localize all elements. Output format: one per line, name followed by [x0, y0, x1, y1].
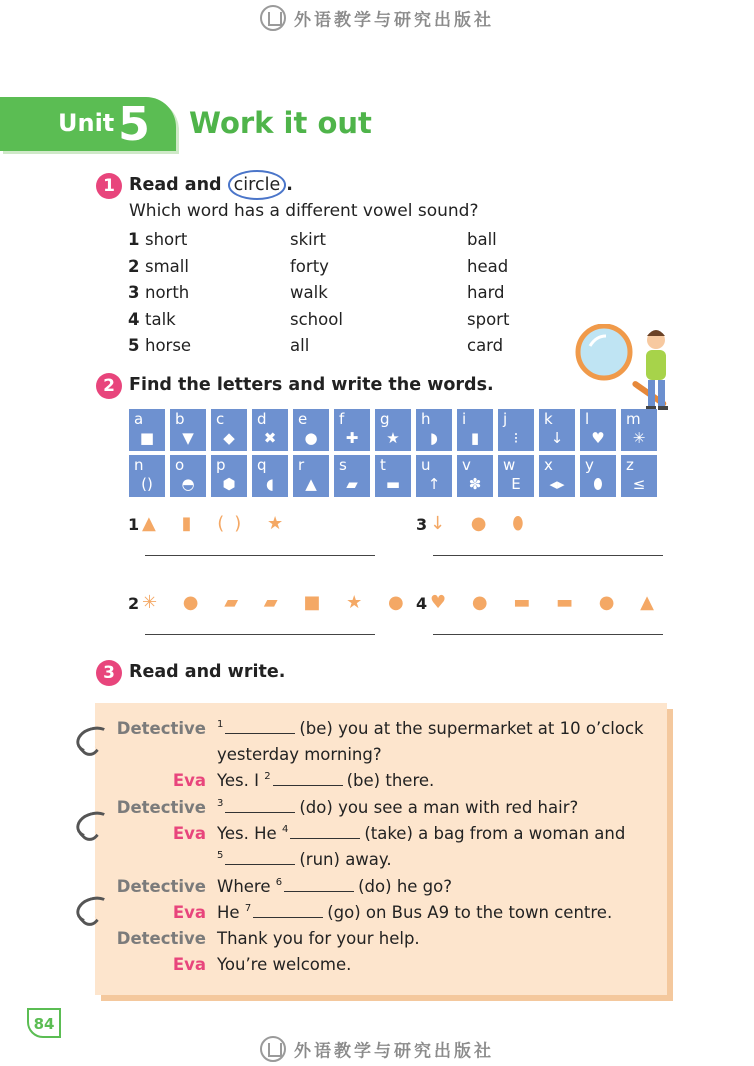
- cipher-cell: x ◂▸: [539, 455, 575, 497]
- publisher-logo-icon: [260, 5, 286, 31]
- answer-line[interactable]: [145, 634, 375, 635]
- word-option[interactable]: north: [145, 283, 190, 302]
- cipher-cell: z ≤: [621, 455, 657, 497]
- cipher-cell: g ★: [375, 409, 411, 451]
- cipher-cell: o ◓: [170, 455, 206, 497]
- answer-blank[interactable]: [284, 878, 354, 892]
- puzzle-symbols: ↓ ● ⬮: [430, 513, 534, 534]
- answer-blank[interactable]: [225, 851, 295, 865]
- dialogue-line: He $^7$ (go) on Bus A9 to the town centre.: [217, 903, 613, 922]
- dialogue-line: $^5$ (run) away.: [217, 850, 392, 869]
- word-option[interactable]: walk: [290, 283, 328, 302]
- answer-line[interactable]: [433, 555, 663, 556]
- cipher-cell: w E: [498, 455, 534, 497]
- exercise-1-title: [129, 174, 293, 196]
- cipher-cell: y ⬮: [580, 455, 616, 497]
- word-option[interactable]: short: [145, 230, 188, 249]
- dialogue-line: You’re welcome.: [217, 955, 352, 974]
- unit-number: 5: [118, 97, 151, 151]
- magnifier-boy-illustration: [574, 324, 684, 414]
- cipher-cell: b ▼: [170, 409, 206, 451]
- publisher-name: 外语教学与研究出版社: [294, 10, 494, 31]
- word-option[interactable]: forty: [290, 256, 329, 276]
- dialogue-line: $^1$ (be) you at the supermarket at 10 o’clock: [217, 719, 644, 738]
- publisher-logo-icon: [260, 1036, 286, 1062]
- cipher-cell: r ▲: [293, 455, 329, 497]
- answer-line[interactable]: [433, 634, 663, 635]
- dialogue-line: Yes. I $^2$ (be) there.: [217, 771, 435, 790]
- publisher-footer: [0, 1036, 754, 1062]
- speaker-eva: Eva: [172, 903, 206, 922]
- puzzle-number: 2: [128, 594, 140, 613]
- cipher-cell: u ↑: [416, 455, 452, 497]
- puzzle-number: 1: [128, 515, 140, 534]
- answer-blank[interactable]: [290, 825, 360, 839]
- puzzle-number: 4: [416, 594, 428, 613]
- word-option[interactable]: card: [467, 336, 504, 355]
- exercise-1-instruction: Which word has a different vowel sound?: [129, 201, 479, 221]
- word-option[interactable]: all: [290, 336, 310, 355]
- exercise-3-title: Read and write.: [129, 662, 286, 682]
- cipher-cell: e ●: [293, 409, 329, 451]
- cipher-cell: l ♥: [580, 409, 616, 451]
- dialogue-line: Yes. He $^4$ (take) a bag from a woman and: [217, 824, 626, 843]
- cipher-cell: a ■: [129, 409, 165, 451]
- dialogue-line: Thank you for your help.: [217, 929, 420, 948]
- puzzle-number: 3: [416, 515, 428, 534]
- answer-blank[interactable]: [253, 904, 323, 918]
- puzzle-symbols: ✳ ● ▰ ▰ ■ ★ ●: [142, 592, 414, 613]
- speaker-detective: Detective: [116, 719, 206, 738]
- word-option[interactable]: ball: [467, 230, 497, 249]
- cipher-cell: c ◆: [211, 409, 247, 451]
- speaker-eva: Eva: [172, 824, 206, 843]
- answer-blank[interactable]: [273, 772, 343, 786]
- speaker-eva: Eva: [172, 955, 206, 974]
- unit-title: Work it out: [189, 106, 372, 140]
- circled-word: circle: [228, 170, 287, 200]
- row-number: 5: [128, 336, 140, 355]
- dialogue-line: Where $^6$ (do) he go?: [217, 877, 452, 896]
- row-number: 1: [128, 230, 140, 249]
- title-period: .: [286, 175, 293, 195]
- answer-blank[interactable]: [225, 720, 295, 734]
- page-number: 84: [27, 1008, 61, 1038]
- word-option[interactable]: small: [145, 256, 189, 276]
- puzzle-symbols: ♥ ● ▬ ▬ ● ▲: [430, 592, 665, 613]
- answer-line[interactable]: [145, 555, 375, 556]
- word-option[interactable]: horse: [145, 336, 192, 355]
- exercise-2-number: 2: [96, 373, 122, 399]
- cipher-cell: f ✚: [334, 409, 370, 451]
- puzzle-symbols: ▲ ▮ () ★: [142, 513, 294, 534]
- cipher-cell: t ▬: [375, 455, 411, 497]
- cipher-cell: i ▮: [457, 409, 493, 451]
- speaker-detective: Detective: [116, 877, 206, 896]
- cipher-cell: d ✖: [252, 409, 288, 451]
- dialogue-line: $^3$ (do) you see a man with red hair?: [217, 798, 579, 817]
- cipher-cell: q ◖: [252, 455, 288, 497]
- row-number: 3: [128, 283, 140, 302]
- unit-banner: [0, 97, 176, 151]
- word-option[interactable]: skirt: [290, 230, 326, 249]
- word-option[interactable]: talk: [145, 309, 176, 329]
- cipher-cell: p ⬢: [211, 455, 247, 497]
- exercise-2-title: Find the letters and write the words.: [129, 375, 494, 395]
- answer-blank[interactable]: [225, 799, 295, 813]
- exercise-3-number: 3: [96, 660, 122, 686]
- word-option[interactable]: school: [290, 309, 343, 329]
- publisher-header: [0, 5, 754, 31]
- cipher-cell: n (): [129, 455, 165, 497]
- speaker-detective: Detective: [116, 929, 206, 948]
- title-text: Read and: [129, 175, 228, 195]
- cipher-cell: m ✳: [621, 409, 657, 451]
- cipher-cell: s ▰: [334, 455, 370, 497]
- cipher-cell: k ↓: [539, 409, 575, 451]
- cipher-cell: j ⁝: [498, 409, 534, 451]
- cipher-cell: h ◗: [416, 409, 452, 451]
- unit-label: Unit: [58, 109, 115, 137]
- row-number: 2: [128, 256, 140, 276]
- exercise-1-number: 1: [96, 173, 122, 199]
- cipher-cell: v ✽: [457, 455, 493, 497]
- word-option[interactable]: sport: [467, 309, 510, 329]
- word-option[interactable]: hard: [467, 283, 505, 302]
- publisher-name: 外语教学与研究出版社: [294, 1041, 494, 1062]
- dialogue-line: yesterday morning?: [217, 745, 382, 764]
- speaker-detective: Detective: [116, 798, 206, 817]
- speaker-eva: Eva: [172, 771, 206, 790]
- word-option[interactable]: head: [467, 256, 509, 276]
- row-number: 4: [128, 309, 140, 329]
